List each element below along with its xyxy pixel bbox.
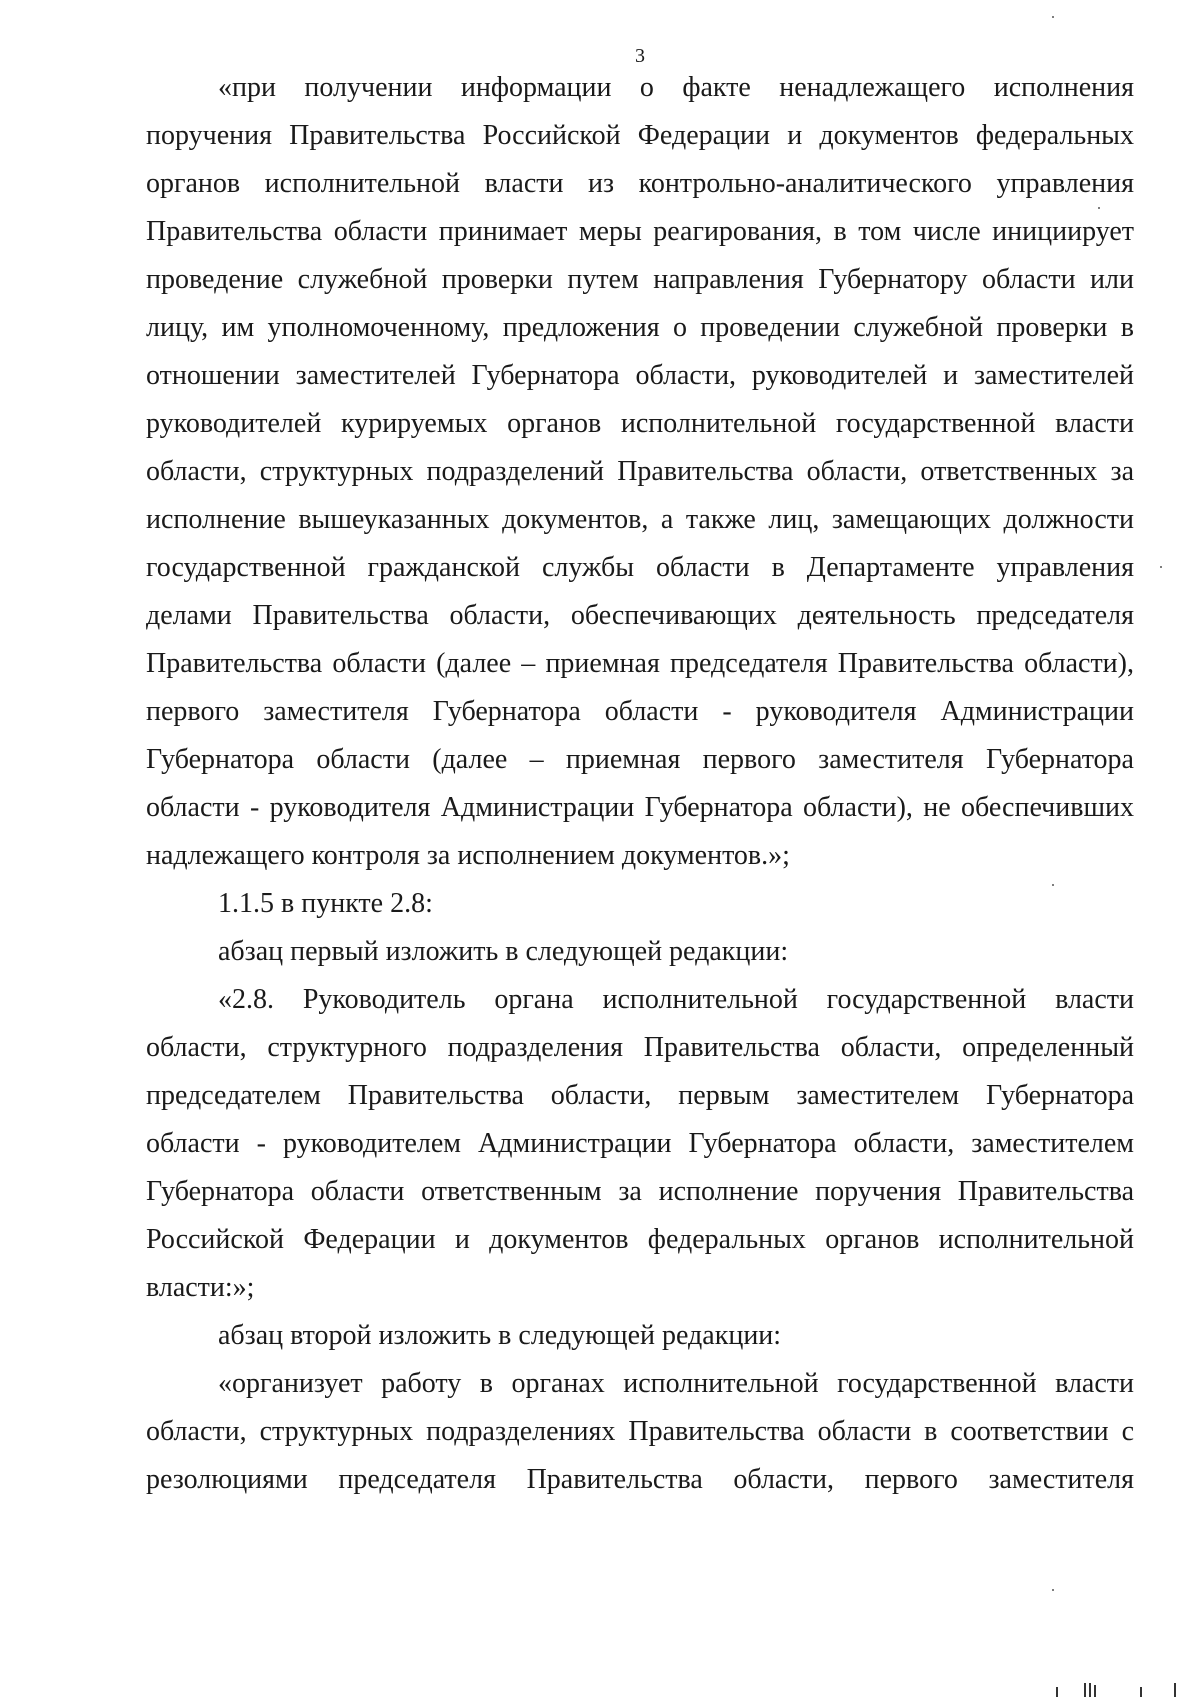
- text-line: резолюциями председателя Правительства области, первого заместителя: [146, 1464, 1134, 1495]
- paragraph-organizes-work: [146, 1360, 1134, 1504]
- text-line: государственной гражданской службы области в Департаменте управления: [146, 552, 1134, 583]
- text-line: области - руководителем Администрации Губернатора области, заместителем: [146, 1128, 1134, 1159]
- text-line: власти:»;: [146, 1272, 255, 1303]
- text-line: области, структурного подразделения Правительства области, определенный: [146, 1032, 1134, 1063]
- scan-speck: [1052, 1589, 1054, 1591]
- text-line: «2.8. Руководитель органа исполнительной государственной власти: [218, 984, 1134, 1015]
- clause-heading: [146, 880, 1134, 928]
- paragraph-response-measures: [146, 64, 1134, 880]
- text-line: руководителей курируемых органов исполнительной государственной власти: [146, 408, 1134, 439]
- text-line: «организует работу в органах исполнительной государственной власти: [218, 1368, 1134, 1399]
- text-line: надлежащего контроля за исполнением документов.»;: [146, 840, 790, 871]
- text-line: проведение служебной проверки путем направления Губернатору области или: [146, 264, 1134, 295]
- text-line: области, структурных подразделений Правительства области, ответственных за: [146, 456, 1134, 487]
- text-line: абзац второй изложить в следующей редакции:: [218, 1320, 782, 1351]
- scan-speck: [1098, 207, 1100, 209]
- scan-edge-mark: [1089, 1683, 1091, 1697]
- scan-edge-mark: [1084, 1683, 1086, 1697]
- scan-edge-mark: [1056, 1687, 1058, 1697]
- scan-speck: [1160, 566, 1162, 568]
- page-number: 3: [635, 45, 645, 67]
- scan-speck: [1052, 884, 1054, 886]
- text-line: Правительства области принимает меры реагирования, в том числе инициирует: [146, 216, 1134, 247]
- scan-edge-mark: [1094, 1685, 1096, 1697]
- text-line: делами Правительства области, обеспечивающих деятельность председателя: [146, 600, 1134, 631]
- text-line: «при получении информации о факте ненадлежащего исполнения: [218, 72, 1134, 103]
- text-line: председателем Правительства области, первым заместителем Губернатора: [146, 1080, 1134, 1111]
- text-line: Губернатора области ответственным за исполнение поручения Правительства: [146, 1176, 1134, 1207]
- text-line: отношении заместителей Губернатора области, руководителей и заместителей: [146, 360, 1134, 391]
- text-line: области - руководителя Администрации Губернатора области), не обеспечивших: [146, 792, 1134, 823]
- text-line: поручения Правительства Российской Федерации и документов федеральных: [146, 120, 1134, 151]
- text-line: первого заместителя Губернатора области - руководителя Администрации: [146, 696, 1134, 727]
- scan-edge-mark: [1174, 1683, 1176, 1697]
- scan-edge-mark: [1140, 1687, 1142, 1697]
- instruction-first-paragraph: [146, 928, 1134, 976]
- document-body: [146, 64, 1134, 1504]
- instruction-second-paragraph: [146, 1312, 1134, 1360]
- paragraph-2-8: [146, 976, 1134, 1312]
- text-line: исполнение вышеуказанных документов, а также лиц, замещающих должности: [146, 504, 1134, 535]
- text-line: Губернатора области (далее – приемная первого заместителя Губернатора: [146, 744, 1134, 775]
- scan-speck: [1052, 16, 1054, 18]
- text-line: Правительства области (далее – приемная председателя Правительства области),: [146, 648, 1134, 679]
- text-line: Российской Федерации и документов федеральных органов исполнительной: [146, 1224, 1134, 1255]
- text-line: лицу, им уполномоченному, предложения о проведении служебной проверки в: [146, 312, 1134, 343]
- text-line: абзац первый изложить в следующей редакции:: [218, 936, 789, 967]
- text-line: области, структурных подразделениях Правительства области в соответствии с: [146, 1416, 1134, 1447]
- text-line: 1.1.5 в пункте 2.8:: [218, 888, 433, 919]
- text-line: органов исполнительной власти из контрольно-аналитического управления: [146, 168, 1134, 199]
